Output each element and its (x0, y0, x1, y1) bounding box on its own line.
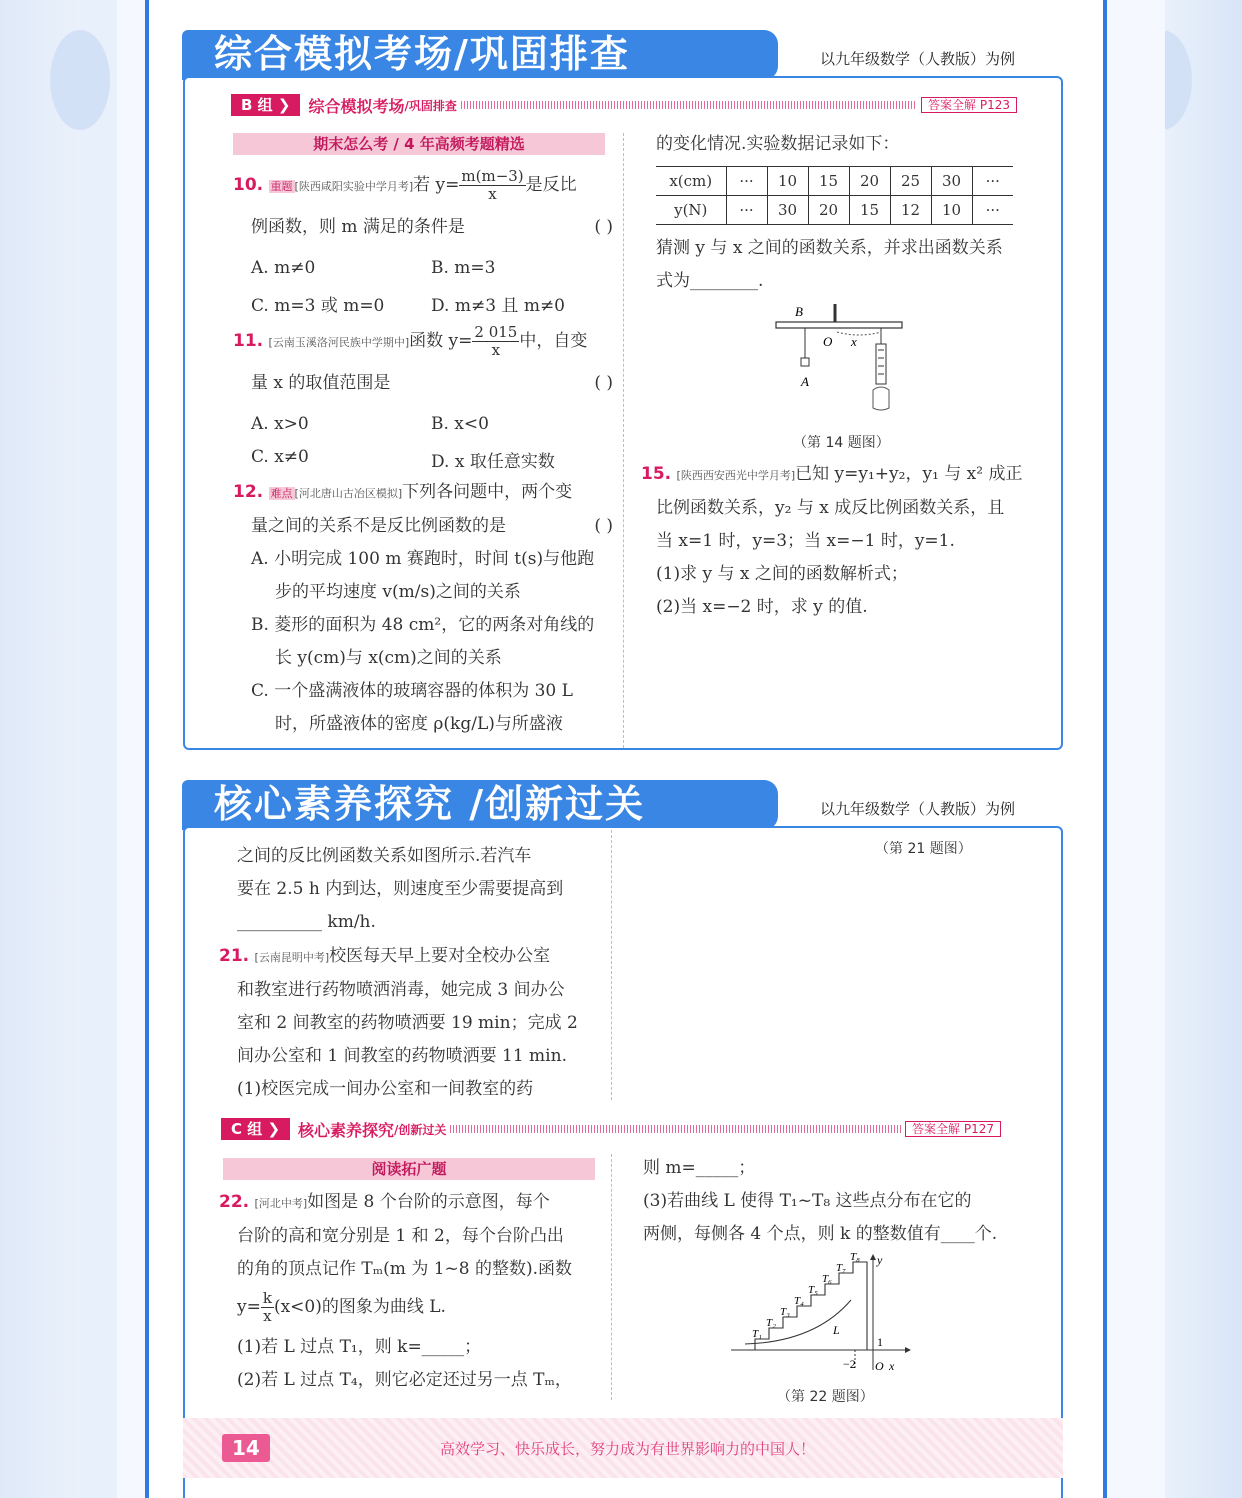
q10-option-a: A. m≠0 (251, 258, 316, 278)
label-neg-two: −2 (843, 1357, 856, 1371)
q15-source: [陕西西安西光中学月考] (676, 469, 796, 482)
q11-line2-text: 量 x 的取值范围是 (251, 373, 391, 393)
hand-icon (873, 387, 889, 410)
q21-figure-caption: （第 21 题图） (875, 841, 972, 857)
q10-answer-paren: ( ) (594, 217, 613, 237)
q11-stem-a: 函数 y= (409, 331, 473, 351)
label-curve-l: L (833, 1323, 840, 1337)
q11-option-a: A. x>0 (251, 414, 309, 434)
table-cell: 30 (931, 167, 972, 196)
q15-stem (641, 458, 1061, 492)
group-c-subtitle: /创新过关 (394, 1122, 447, 1137)
q15-stem-text: 已知 y=y₁+y₂，y₁ 与 x² 成正 (795, 464, 1023, 484)
table-cell: 15 (808, 167, 849, 196)
q20-line2: 要在 2.5 h 内到达，则速度至少需要提高到 (237, 879, 564, 899)
q22-part2: (2)若 L 过点 T₄，则它必定还过另一点 Tₘ， (237, 1370, 572, 1390)
q15-part2: (2)当 x=−2 时，求 y 的值. (656, 597, 868, 617)
q12-line2 (233, 510, 613, 543)
q12-option-b-line1: B. 菱形的面积为 48 cm²，它的两条对角线的 (251, 615, 595, 635)
q12-option-b (233, 609, 613, 675)
q21-line2: 和教室进行药物喷洒消毒，她完成 3 间办公 (237, 980, 565, 1000)
q12-number: 12. (233, 482, 264, 502)
q12-stem-text: 下列各问题中，两个变 (402, 482, 573, 502)
label-b: B (795, 304, 803, 319)
question-10 (233, 168, 613, 244)
q22-source: [河北中考] (254, 1197, 308, 1210)
q22-frac-den: x (263, 1307, 272, 1325)
q22-staircase-figure (725, 1252, 915, 1384)
q11-option-c: C. x≠0 (251, 447, 309, 467)
q14-data-table (656, 166, 1013, 225)
q10-source: [陕西咸阳实验中学月考] (294, 180, 414, 193)
table-cell: 20 (849, 167, 890, 196)
table-cell: 25 (890, 167, 931, 196)
table-cell: ··· (726, 196, 767, 225)
group-b-header (231, 94, 1017, 116)
weight-a (801, 358, 809, 366)
q22-line2: 台阶的高和宽分别是 1 和 2，每个台阶凸出 (237, 1226, 564, 1246)
q21-number: 21. (219, 946, 250, 966)
q15-part1: (1)求 y 与 x 之间的函数解析式； (656, 564, 908, 584)
q22-stem (219, 1186, 609, 1220)
q22-frac-num: k (262, 1289, 272, 1307)
q11-answer-paren: ( ) (594, 373, 613, 393)
q12-option-a (233, 543, 613, 609)
q11-frac-num: 2 015 (474, 323, 518, 341)
table-row-header: x(cm) (656, 167, 726, 196)
section-banner-top: 综合模拟考场/巩固排查 (182, 30, 778, 80)
vertex-label: T₃ (780, 1306, 790, 1318)
table-cell: 10 (931, 196, 972, 225)
q12-option-c (233, 675, 613, 741)
q10-line2-text: 例函数，则 m 满足的条件是 (251, 217, 465, 237)
q12-answer-paren: ( ) (594, 516, 613, 536)
vertex-label: T₅ (808, 1284, 818, 1296)
group-c-tag: C 组 ❯ (221, 1118, 290, 1140)
q10-stem-b: 是反比 (525, 175, 577, 195)
q10-frac-num: m(m−3) (461, 167, 524, 185)
q11-fraction (472, 324, 519, 359)
label-x: x (851, 334, 857, 349)
q14-figure-caption: （第 14 题图） (793, 435, 890, 451)
q22-part2-answer: 则 m=_____； (643, 1158, 756, 1178)
q20-line3: __________ km/h. (237, 912, 376, 932)
table-cell: ··· (726, 167, 767, 196)
q14-guess-line2: 式为________. (656, 271, 764, 291)
q10-option-c: C. m=3 或 m=0 (251, 296, 385, 316)
q10-line2 (233, 211, 613, 244)
q22-fraction (261, 1290, 274, 1325)
group-b-tag: B 组 ❯ (231, 94, 300, 116)
q10-stem-a: 若 y= (413, 175, 460, 195)
q21-line3: 室和 2 间教室的药物喷洒要 19 min；完成 2 (237, 1013, 578, 1033)
q10-badge: 重题 (270, 180, 293, 193)
label-x: x (889, 1359, 895, 1373)
left-backdrop (0, 0, 80, 1498)
group-b-subtitle: /巩固排查 (404, 98, 457, 113)
q14-intro: 的变化情况.实验数据记录如下： (656, 134, 900, 154)
table-row (656, 167, 1013, 196)
q21-source: [云南昆明中考] (254, 951, 330, 964)
table-cell: ··· (972, 167, 1013, 196)
q22-line4-a: y= (237, 1297, 261, 1317)
q12-option-c-line1: C. 一个盛满液体的玻璃容器的体积为 30 L (251, 681, 573, 701)
q11-line2 (233, 367, 613, 400)
q11-stem-b: 中，自变 (519, 331, 588, 351)
q22-part3-line1: (3)若曲线 L 使得 T₁~T₈ 这些点分布在它的 (643, 1191, 972, 1211)
table-row-header: y(N) (656, 196, 726, 225)
q22-part3-line2: 两侧，每侧各 4 个点，则 k 的整数值有____个. (643, 1224, 998, 1244)
q15-line2: 比例函数关系，y₂ 与 x 成反比例函数关系，且 (656, 498, 1005, 518)
q22-line4 (219, 1290, 609, 1325)
x-axis-arrow (905, 1347, 911, 1353)
vertex-label: T₄ (794, 1295, 804, 1307)
column-divider (611, 1154, 612, 1400)
edition-note-top: 以九年级数学（人教版）为例 (820, 50, 1016, 68)
distance-brace (837, 332, 881, 335)
q10-option-b: B. m=3 (431, 258, 496, 278)
q12-source: [河北唐山古冶区模拟] (294, 487, 403, 500)
q12-stem (233, 476, 613, 510)
q12-option-c-line2: 时，所盛液体的密度 ρ(kg/L)与所盛液 (275, 714, 563, 734)
vertex-label: T₆ (822, 1273, 832, 1285)
q21-line1: 校医每天早上要对全校办公室 (329, 946, 551, 966)
q11-option-b: B. x<0 (431, 414, 489, 434)
lever-bar (776, 322, 902, 328)
q10-frac-den: x (488, 185, 497, 203)
q12-line2-text: 量之间的关系不是反比例函数的是 (251, 516, 506, 536)
q10-number: 10. (233, 175, 264, 195)
table-cell: 12 (890, 196, 931, 225)
q20-continuation (237, 840, 607, 939)
group-c-header (221, 1118, 1001, 1140)
q10-stem (233, 168, 613, 203)
q11-source: [云南玉溪洛河民族中学期中] (268, 336, 410, 349)
section-heading: 阅读拓广题 (223, 1158, 595, 1180)
table-cell: 20 (808, 196, 849, 225)
exercise-panel-bottom (183, 826, 1063, 1498)
q15-line3: 当 x=1 时，y=3；当 x=−1 时，y=1. (656, 531, 955, 551)
q11-frac-den: x (491, 341, 501, 359)
vertex-label: T₈ (850, 1252, 860, 1263)
question-12 (233, 476, 613, 741)
q21-line4: 间办公室和 1 间教室的药物喷洒要 11 min. (237, 1046, 567, 1066)
q15-number: 15. (641, 464, 672, 484)
q21-stem (219, 940, 609, 974)
question-11 (233, 324, 613, 400)
q22-number: 22. (219, 1192, 250, 1212)
q22-line4-b: (x<0)的图象为曲线 L. (273, 1297, 446, 1317)
vertex-labels (752, 1252, 860, 1340)
label-origin: O (875, 1359, 884, 1373)
exercise-panel-top (183, 76, 1063, 750)
q11-option-d: D. x 取任意实数 (431, 452, 555, 472)
answer-reference: 答案全解 P123 (921, 97, 1017, 113)
edition-note-bottom: 以九年级数学（人教版）为例 (820, 800, 1016, 818)
question-22 (219, 1186, 609, 1397)
q22-figure-caption: （第 22 题图） (777, 1389, 874, 1405)
q22-part1: (1)若 L 过点 T₁，则 k=_____； (237, 1337, 482, 1357)
dotted-rule (461, 101, 917, 109)
vertex-label: T₇ (836, 1262, 846, 1274)
vertex-label: T₁ (752, 1328, 762, 1340)
label-o: O (823, 334, 833, 349)
question-15 (641, 458, 1061, 624)
q22-line1: 如图是 8 个台阶的示意图，每个 (307, 1192, 550, 1212)
q21-line5: (1)校医完成一间办公室和一间教室的药 (237, 1079, 534, 1099)
q22-continuation (643, 1152, 1053, 1251)
q11-number: 11. (233, 331, 264, 351)
question-21 (219, 940, 609, 1106)
q20-line1: 之间的反比例函数关系如图所示.若汽车 (237, 846, 532, 866)
q14-guess-line1: 猜测 y 与 x 之间的函数关系，并求出函数关系 (656, 238, 1003, 258)
table-row (656, 196, 1013, 225)
q14-table-body (656, 167, 1013, 225)
q12-option-b-line2: 长 y(cm)与 x(cm)之间的关系 (275, 648, 502, 668)
q12-badge: 难点 (270, 487, 293, 500)
table-cell: ··· (972, 196, 1013, 225)
label-y: y (877, 1253, 883, 1267)
answer-reference: 答案全解 P127 (905, 1121, 1001, 1137)
label-one: 1 (877, 1335, 883, 1349)
table-cell: 10 (767, 167, 808, 196)
dotted-rule (450, 1125, 901, 1133)
page-number: 14 (222, 1434, 270, 1462)
section-heading: 期末怎么考 / 4 年高频考题精选 (233, 133, 605, 155)
section-banner-bottom: 核心素养探究 /创新过关 (182, 780, 778, 830)
q14-lever-figure (771, 300, 911, 420)
table-cell: 15 (849, 196, 890, 225)
group-c-title: 核心素养探究 (298, 1120, 395, 1140)
column-divider (611, 830, 612, 1100)
q11-stem (233, 324, 613, 359)
q22-line3: 的角的顶点记作 Tₘ(m 为 1~8 的整数).函数 (237, 1259, 573, 1279)
table-cell: 30 (767, 196, 808, 225)
group-b-title: 综合模拟考场 (308, 96, 405, 116)
footer-slogan: 高效学习、快乐成长，努力成为有世界影响力的中国人！ (440, 1440, 816, 1458)
vertex-label: T₂ (766, 1317, 776, 1329)
label-a: A (801, 374, 809, 389)
y-axis-arrow (870, 1254, 876, 1260)
q10-fraction (459, 168, 525, 203)
q12-option-a-line2: 步的平均速度 v(m/s)之间的关系 (275, 582, 521, 602)
q12-option-a-line1: A. 小明完成 100 m 赛跑时，时间 t(s)与他跑 (251, 549, 595, 569)
left-decor (50, 30, 110, 130)
column-divider (623, 133, 624, 748)
q10-option-d: D. m≠3 且 m≠0 (431, 296, 565, 316)
right-backdrop (1162, 0, 1242, 1498)
